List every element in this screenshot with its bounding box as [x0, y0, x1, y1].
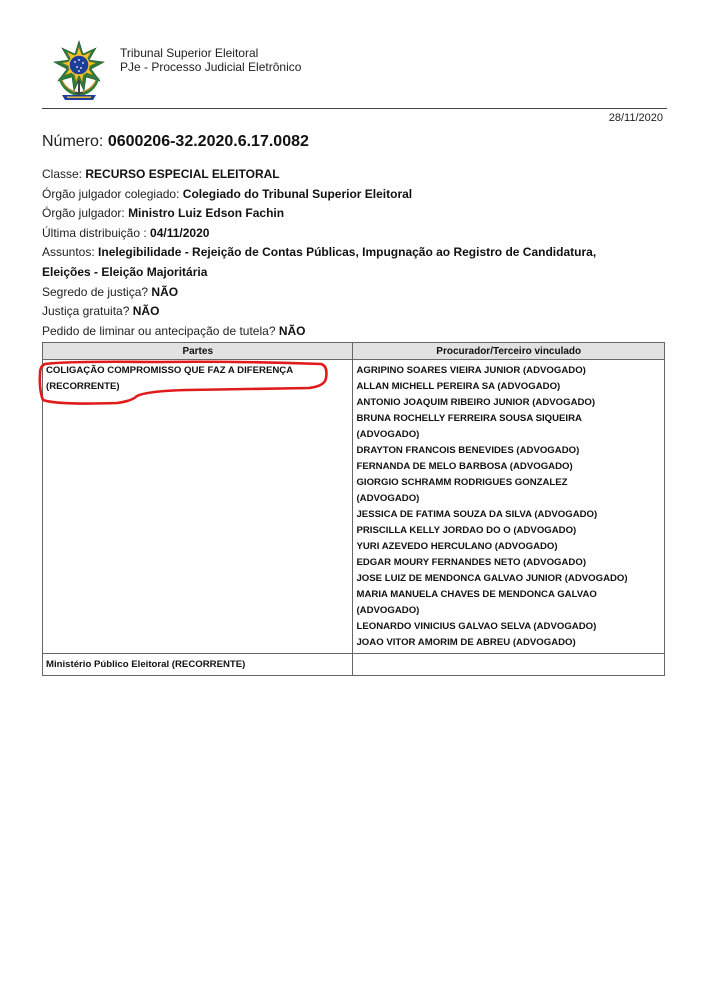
procurador-line: AGRIPINO SOARES VIEIRA JUNIOR (ADVOGADO): [356, 365, 586, 376]
document-header: [50, 40, 670, 108]
ultima-distribuicao-label: Última distribuição :: [42, 225, 147, 240]
table-row: [43, 360, 665, 654]
brazil-coat-of-arms-icon: [50, 40, 108, 102]
classe-label: Classe:: [42, 167, 83, 181]
process-number-value: 0600206-32.2020.6.17.0082: [107, 133, 309, 150]
procurador-line: JOSE LUIZ DE MENDONCA GALVAO JUNIOR (ADVOGADO): [356, 573, 628, 584]
procurador-line: EDGAR MOURY FERNANDES NETO (ADVOGADO): [356, 557, 587, 568]
procurador-line: DRAYTON FRANCOIS BENEVIDES (ADVOGADO): [356, 445, 580, 456]
segredo-label: Segredo de justiça?: [42, 284, 149, 299]
party-cell: [43, 360, 353, 654]
party-name: COLIGAÇÃO COMPROMISSO QUE FAZ A DIFERENÇA: [46, 365, 294, 376]
liminar-value: NÃO: [278, 323, 306, 338]
column-header-procurador: Procurador/Terceiro vinculado: [353, 343, 665, 360]
orgao-julgador-row: [42, 204, 672, 224]
ultima-distribuicao-value: 04/11/2020: [150, 225, 210, 240]
assuntos-value-line-2: Eleições - Eleição Majoritária: [42, 264, 208, 279]
assuntos-row-continued: [42, 263, 672, 283]
justica-gratuita-row: [42, 302, 672, 322]
justica-gratuita-label: Justiça gratuita?: [42, 304, 130, 319]
org-line-2: PJe - Processo Judicial Eletrônico: [120, 60, 302, 74]
procurador-line: ALLAN MICHELL PEREIRA SA (ADVOGADO): [356, 381, 561, 392]
column-header-partes: Partes: [43, 343, 353, 360]
document-date: 28/11/2020: [608, 112, 663, 124]
orgao-colegiado-row: [42, 185, 672, 205]
segredo-value: NÃO: [151, 284, 179, 299]
header-divider: [42, 108, 667, 109]
process-number-label: Número:: [42, 133, 104, 150]
liminar-row: [42, 322, 672, 342]
assuntos-value-line-1: Inelegibilidade - Rejeição de Contas Públicas, Impugnação ao Registro de Candidatura,: [98, 245, 597, 260]
procurador-line: FERNANDA DE MELO BARBOSA (ADVOGADO): [356, 461, 573, 472]
procurador-line: YURI AZEVEDO HERCULANO (ADVOGADO): [356, 541, 558, 552]
table-header-row: [43, 343, 665, 360]
procurador-line: (ADVOGADO): [356, 605, 420, 616]
assuntos-row: [42, 243, 672, 263]
classe-row: [42, 165, 672, 185]
ultima-distribuicao-row: [42, 224, 672, 244]
table-row: [43, 654, 665, 676]
party-role: (RECORRENTE): [46, 381, 120, 392]
procurador-line: PRISCILLA KELLY JORDAO DO O (ADVOGADO): [356, 525, 577, 536]
procurador-line: (ADVOGADO): [356, 493, 420, 504]
orgao-julgador-label: Órgão julgador:: [42, 206, 125, 221]
org-line-1: Tribunal Superior Eleitoral: [120, 46, 259, 60]
orgao-colegiado-value: Colegiado do Tribunal Superior Eleitoral: [182, 186, 413, 201]
party-cell: Ministério Público Eleitoral (RECORRENTE): [43, 654, 353, 676]
procurador-line: LEONARDO VINICIUS GALVAO SELVA (ADVOGADO): [356, 621, 597, 632]
procurador-cell: [353, 360, 665, 654]
process-number: [42, 133, 309, 151]
justica-gratuita-value: NÃO: [132, 304, 160, 319]
orgao-julgador-value: Ministro Luiz Edson Fachin: [128, 206, 285, 221]
segredo-row: [42, 283, 672, 303]
procurador-line: BRUNA ROCHELLY FERREIRA SOUSA SIQUEIRA: [356, 413, 582, 424]
procurador-line: JOAO VITOR AMORIM DE ABREU (ADVOGADO): [356, 637, 576, 648]
procurador-line: GIORGIO SCHRAMM RODRIGUES GONZALEZ: [356, 477, 568, 488]
procurador-line: ANTONIO JOAQUIM RIBEIRO JUNIOR (ADVOGADO): [356, 397, 596, 408]
classe-value: RECURSO ESPECIAL ELEITORAL: [85, 167, 280, 181]
procurador-cell: [353, 654, 665, 676]
procurador-line: (ADVOGADO): [356, 429, 420, 440]
procurador-line: JESSICA DE FATIMA SOUZA DA SILVA (ADVOGADO): [356, 509, 598, 520]
process-details: [42, 165, 672, 341]
parties-table: [42, 342, 665, 676]
procurador-line: MARIA MANUELA CHAVES DE MENDONCA GALVAO: [356, 589, 597, 600]
organization-name: [120, 46, 301, 74]
assuntos-label: Assuntos:: [42, 245, 95, 260]
liminar-label: Pedido de liminar ou antecipação de tutela?: [42, 323, 276, 338]
orgao-colegiado-label: Órgão julgador colegiado:: [42, 186, 180, 201]
